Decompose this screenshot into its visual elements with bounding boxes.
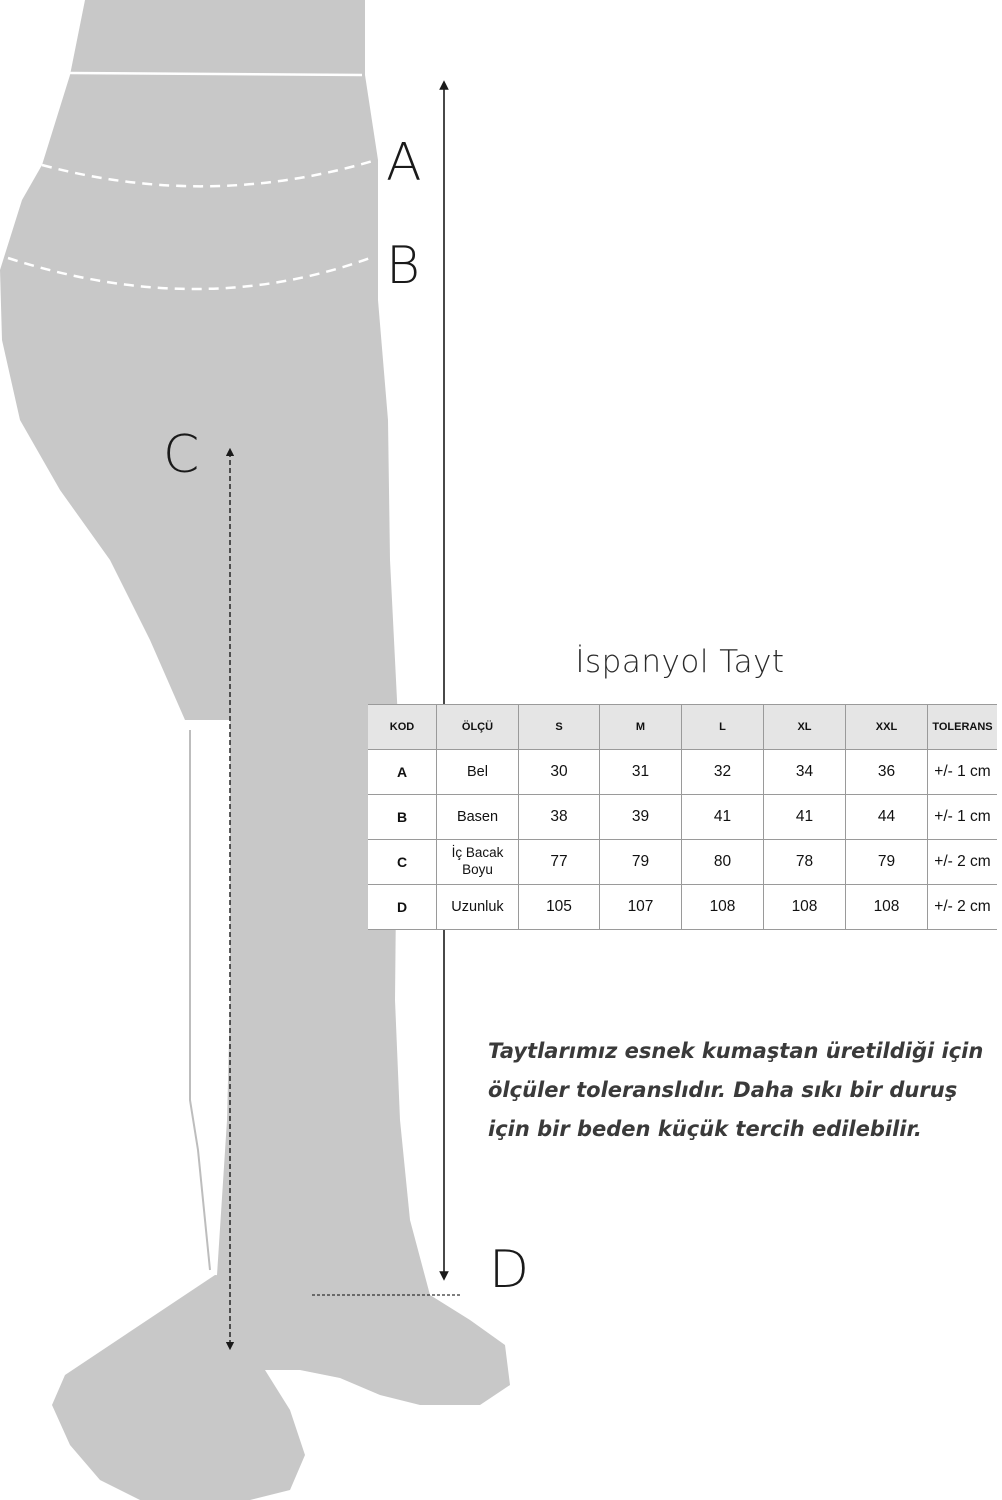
label-c: C: [163, 425, 200, 485]
table-row: [368, 795, 997, 840]
header-s: S: [519, 705, 600, 750]
row-tolerance: +/- 2 cm: [928, 840, 998, 885]
row-tolerance: +/- 2 cm: [928, 885, 998, 930]
header-tolerans: TOLERANS: [928, 705, 998, 750]
leg-shadow-line: [190, 730, 210, 1270]
table-row: [368, 885, 997, 930]
cell-value: 39: [600, 795, 682, 840]
row-code: A: [368, 750, 437, 795]
row-code: D: [368, 885, 437, 930]
fit-note-line: Taytlarımız esnek kumaştan üretildiği için: [488, 1039, 984, 1063]
cell-value: 32: [682, 750, 764, 795]
cell-value: 79: [600, 840, 682, 885]
header-xxl: XXL: [846, 705, 928, 750]
header-olcu: ÖLÇÜ: [437, 705, 519, 750]
row-measure: Basen: [437, 795, 519, 840]
row-code: B: [368, 795, 437, 840]
header-xl: XL: [764, 705, 846, 750]
chart-title: İspanyol Tayt: [575, 644, 785, 680]
row-tolerance: +/- 1 cm: [928, 795, 998, 840]
row-measure-line1: İç Bacak: [451, 845, 504, 861]
cell-value: 105: [519, 885, 600, 930]
cell-value: 80: [682, 840, 764, 885]
cell-value: 78: [764, 840, 846, 885]
cell-value: 38: [519, 795, 600, 840]
label-d: D: [489, 1240, 530, 1300]
size-table: [368, 704, 997, 930]
cell-value: 108: [764, 885, 846, 930]
fit-note-line: ölçüler toleranslıdır. Daha sıkı bir duruş: [488, 1078, 958, 1102]
row-measure: [437, 840, 519, 885]
row-tolerance: +/- 1 cm: [928, 750, 998, 795]
cell-value: 108: [682, 885, 764, 930]
fit-note-line: için bir beden küçük tercih edilebilir.: [488, 1117, 922, 1141]
cell-value: 41: [764, 795, 846, 840]
table-row: [368, 840, 997, 885]
row-measure: Bel: [437, 750, 519, 795]
row-code: C: [368, 840, 437, 885]
label-a: A: [386, 133, 422, 193]
cell-value: 41: [682, 795, 764, 840]
header-l: L: [682, 705, 764, 750]
row-measure: Uzunluk: [437, 885, 519, 930]
row-measure-line2: Boyu: [462, 862, 493, 877]
cell-value: 30: [519, 750, 600, 795]
cell-value: 107: [600, 885, 682, 930]
cell-value: 36: [846, 750, 928, 795]
cell-value: 79: [846, 840, 928, 885]
label-b: B: [386, 236, 421, 296]
cell-value: 44: [846, 795, 928, 840]
cell-value: 34: [764, 750, 846, 795]
header-kod: KOD: [368, 705, 437, 750]
header-m: M: [600, 705, 682, 750]
cell-value: 31: [600, 750, 682, 795]
cell-value: 108: [846, 885, 928, 930]
fit-note: [488, 1032, 988, 1149]
table-header-row: [368, 705, 997, 750]
table-row: [368, 750, 997, 795]
cell-value: 77: [519, 840, 600, 885]
